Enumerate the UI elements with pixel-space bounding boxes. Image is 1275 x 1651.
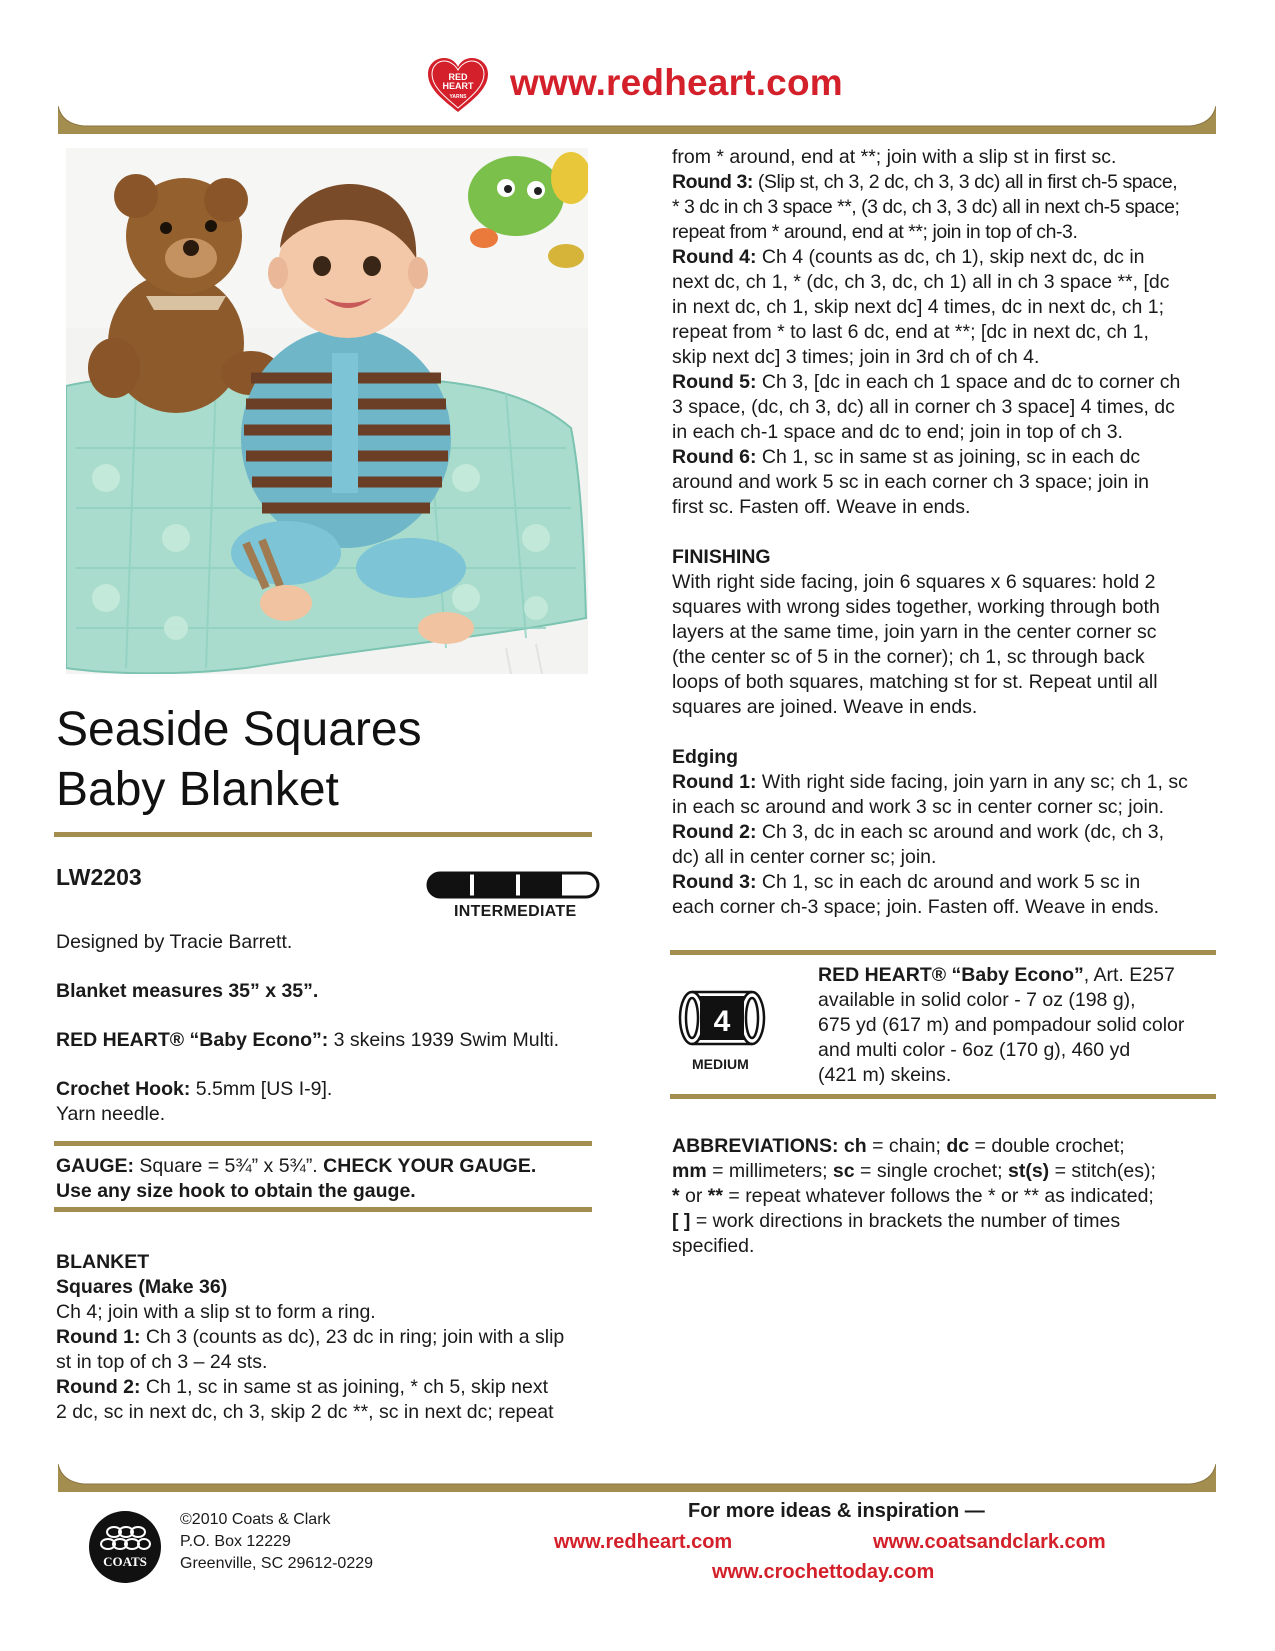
abbr-term: sc [832,1160,855,1182]
abbr-line [672,1209,1232,1234]
finishing-heading: FINISHING [672,546,771,568]
ring-instruction: Ch 4; join with a slip st to form a ring. [56,1301,376,1323]
abbr-term: [ ] [672,1210,691,1232]
footer-link-coatsandclark[interactable]: www.coatsandclark.com [873,1531,1106,1553]
round4-line-a [672,245,1232,270]
round5-text-c: in each ch-1 space and dc to end; join in top of ch 3. [672,421,1123,443]
gauge-label: GAUGE: [56,1155,134,1177]
abbr-def: = stitch(es); [1049,1160,1156,1182]
round5-text-a: Ch 3, [dc in each ch 1 space and dc to corner ch [756,371,1181,393]
abbr-term: dc [946,1135,970,1157]
abbr-term: ch [843,1135,867,1157]
abbr-term: mm [672,1160,707,1182]
round2-text-c: from * around, end at **; join with a slip st in first sc. [672,146,1117,168]
abbr-def: = single crochet; [854,1160,1008,1182]
edging-round1-label: Round 1: [672,771,757,793]
round4-text-d: repeat from * to last 6 dc, end at **; [dc in next dc, ch 1, [672,321,1149,343]
yarn-requirement [56,1028,559,1053]
round4-text-c: in next dc, ch 1, skip next dc] 4 times, dc in next dc, ch 1; [672,296,1165,318]
copyright-line: P.O. Box 12229 [180,1533,291,1550]
round1-text-a: Ch 3 (counts as dc), 23 dc in ring; join with a slip [140,1326,565,1348]
round4-text-a: Ch 4 (counts as dc, ch 1), skip next dc, dc in [756,246,1145,268]
abbr-line [672,1184,1232,1209]
edging-heading: Edging [672,746,739,768]
round4-label: Round 4: [672,246,757,268]
divider-title [54,832,592,837]
edging-round1-line-a [672,770,1232,795]
finishing-line: layers at the same time, join yarn in the center corner sc [672,621,1157,643]
round6-text-b: around and work 5 sc in each corner ch 3 space; join in [672,471,1149,493]
hook-label: Crochet Hook: [56,1078,191,1100]
edging-round2-text-b: dc) all in center corner sc; join. [672,846,937,868]
divider-yarn-bottom [670,1094,1216,1099]
divider-yarn-top [670,950,1216,955]
round5-text-b: 3 space, (dc, ch 3, dc) all in corner ch 3 space] 4 times, dc [672,396,1175,418]
skill-level-icon [426,870,602,930]
edging-round2-label: Round 2: [672,821,757,843]
edging-round3-text-a: Ch 1, sc in each dc around and work 5 sc in [756,871,1141,893]
yarn-info-line: 675 yd (617 m) and pompadour solid color [818,1014,1185,1036]
pattern-title-line2: Baby Blanket [56,763,339,816]
edging-round1-text-b: in each sc around and work 3 sc in center corner sc; join. [672,796,1165,818]
round1-label: Round 1: [56,1326,141,1348]
finishing-line: squares with wrong sides together, working through both [672,596,1160,618]
abbr-def: = work directions in brackets the number of times [690,1210,1121,1232]
abbr-def: or [679,1185,708,1207]
copyright-line: Greenville, SC 29612-0229 [180,1555,374,1572]
abbreviations-section [672,1134,1232,1259]
squares-subheading: Squares (Make 36) [56,1276,228,1298]
abbr-term: st(s) [1008,1160,1050,1182]
bottom-gold-band [58,1464,1216,1492]
gauge-hook-note: Use any size hook to obtain the gauge. [56,1180,416,1202]
pattern-title [56,700,422,820]
gauge-value: Square = 5¾” x 5¾”. [134,1155,324,1177]
finishing-line: loops of both squares, matching st for st. Repeat until all [672,671,1158,693]
round5-line-a [672,370,1232,395]
footer-link-crochettoday[interactable]: www.crochettoday.com [712,1561,935,1583]
edging-round1-text-a: With right side facing, join yarn in any sc; ch 1, sc [756,771,1188,793]
yarn-requirement-value: 3 skeins 1939 Swim Multi. [328,1029,560,1051]
baby-blanket-photo [66,148,588,674]
blanket-size: Blanket measures 35” x 35”. [56,980,319,1002]
round1-text-b: st in top of ch 3 – 24 sts. [56,1351,268,1373]
gauge-check: CHECK YOUR GAUGE. [323,1155,537,1177]
divider-gauge-top [54,1141,592,1146]
header-url-link[interactable]: www.redheart.com [510,62,843,103]
round2-text-a: Ch 1, sc in same st as joining, * ch 5, skip next [140,1376,549,1398]
yarn-info-line: (421 m) skeins. [818,1064,952,1086]
pattern-code: LW2203 [56,864,142,890]
round2-label: Round 2: [56,1376,141,1398]
abbr-line [672,1134,1232,1159]
round3-label: Round 3: [672,171,753,193]
skill-level-label: INTERMEDIATE [454,903,577,920]
yarn-info-line: and multi color - 6oz (170 g), 460 yd [818,1039,1131,1061]
designer-credit: Designed by Tracie Barrett. [56,931,293,953]
round3-line-a [672,170,1232,195]
blanket-instructions [56,1250,564,1425]
round3-text-a: (Slip st, ch 3, 2 dc, ch 3, 3 dc) all in first ch-5 space, [752,171,1178,193]
finishing-line: squares are joined. Weave in ends. [672,696,978,718]
edging-round3-label: Round 3: [672,871,757,893]
coats-logo-text: COATS [103,1554,147,1569]
logo-text-heart: HEART [442,81,474,91]
round6-text-a: Ch 1, sc in same st as joining, sc in each dc [756,446,1141,468]
abbr-def: = chain; [866,1135,947,1157]
blanket-instructions-continued [672,145,1232,520]
edging-round3-text-b: each corner ch-3 space; join. Fasten off. Weave in ends. [672,896,1160,918]
gauge-block [56,1154,536,1204]
footer-link-redheart[interactable]: www.redheart.com [554,1531,733,1553]
copyright-line: ©2010 Coats & Clark [180,1511,331,1528]
edging-round2-line-a [672,820,1232,845]
abbr-line: specified. [672,1235,755,1257]
pattern-title-line1: Seaside Squares [56,703,422,756]
round6-text-c: first sc. Fasten off. Weave in ends. [672,496,971,518]
yarn-weight-number: 4 [713,1005,731,1038]
copyright-block [180,1509,373,1575]
round5-label: Round 5: [672,371,757,393]
yarn-info-line: available in solid color - 7 oz (198 g), [818,989,1136,1011]
divider-gauge-bottom [54,1207,592,1212]
edging-round2-text-a: Ch 3, dc in each sc around and work (dc, ch 3, [756,821,1165,843]
abbr-def: = repeat whatever follows the * or ** as indicated; [722,1185,1154,1207]
finishing-line: (the center sc of 5 in the corner); ch 1, sc through back [672,646,1145,668]
round2-text-b: 2 dc, sc in next dc, ch 3, skip 2 dc **, sc in next dc; repeat [56,1401,554,1423]
edging-section [672,745,1232,920]
abbr-def: = millimeters; [706,1160,833,1182]
finishing-section [672,545,1232,720]
abbr-term: * [672,1185,680,1207]
round6-label: Round 6: [672,446,757,468]
edging-round3-line-a [672,870,1232,895]
yarn-info-title [818,963,1218,988]
round4-text-e: skip next dc] 3 times; join in 3rd ch of ch 4. [672,346,1040,368]
round3-text-b: * 3 dc in ch 3 space **, (3 dc, ch 3, 3 dc) all in next ch-5 space; [672,196,1180,218]
round3-text-c: repeat from * around, end at **; join in top of ch-3. [672,221,1078,243]
hook-value: 5.5mm [US I-9]. [190,1078,333,1100]
yarn-weight-label: MEDIUM [692,1056,749,1072]
yarn-info [818,963,1218,1088]
abbr-line [672,1159,1232,1184]
yarn-art: , Art. E257 [1083,964,1175,986]
needle-requirement: Yarn needle. [56,1103,166,1125]
coats-logo [88,1510,162,1584]
abbr-def: = double crochet; [969,1135,1125,1157]
logo-text-red: RED [448,72,468,82]
logo-text-yarns: YARNS [449,94,467,100]
yarn-name: RED HEART® “Baby Econo” [818,964,1084,986]
abbr-heading: ABBREVIATIONS: [672,1135,839,1157]
abbr-term: ** [707,1185,723,1207]
hook-requirement [56,1077,332,1127]
more-ideas-heading: For more ideas & inspiration — [688,1500,985,1522]
yarn-requirement-label: RED HEART® “Baby Econo”: [56,1029,329,1051]
blanket-heading: BLANKET [56,1251,150,1273]
top-gold-band [58,106,1216,134]
round4-text-b: next dc, ch 1, * (dc, ch 3, dc, ch 1) all in ch 3 space **, [dc [672,271,1170,293]
round6-line-a [672,445,1232,470]
finishing-line: With right side facing, join 6 squares x 6 squares: hold 2 [672,571,1156,593]
